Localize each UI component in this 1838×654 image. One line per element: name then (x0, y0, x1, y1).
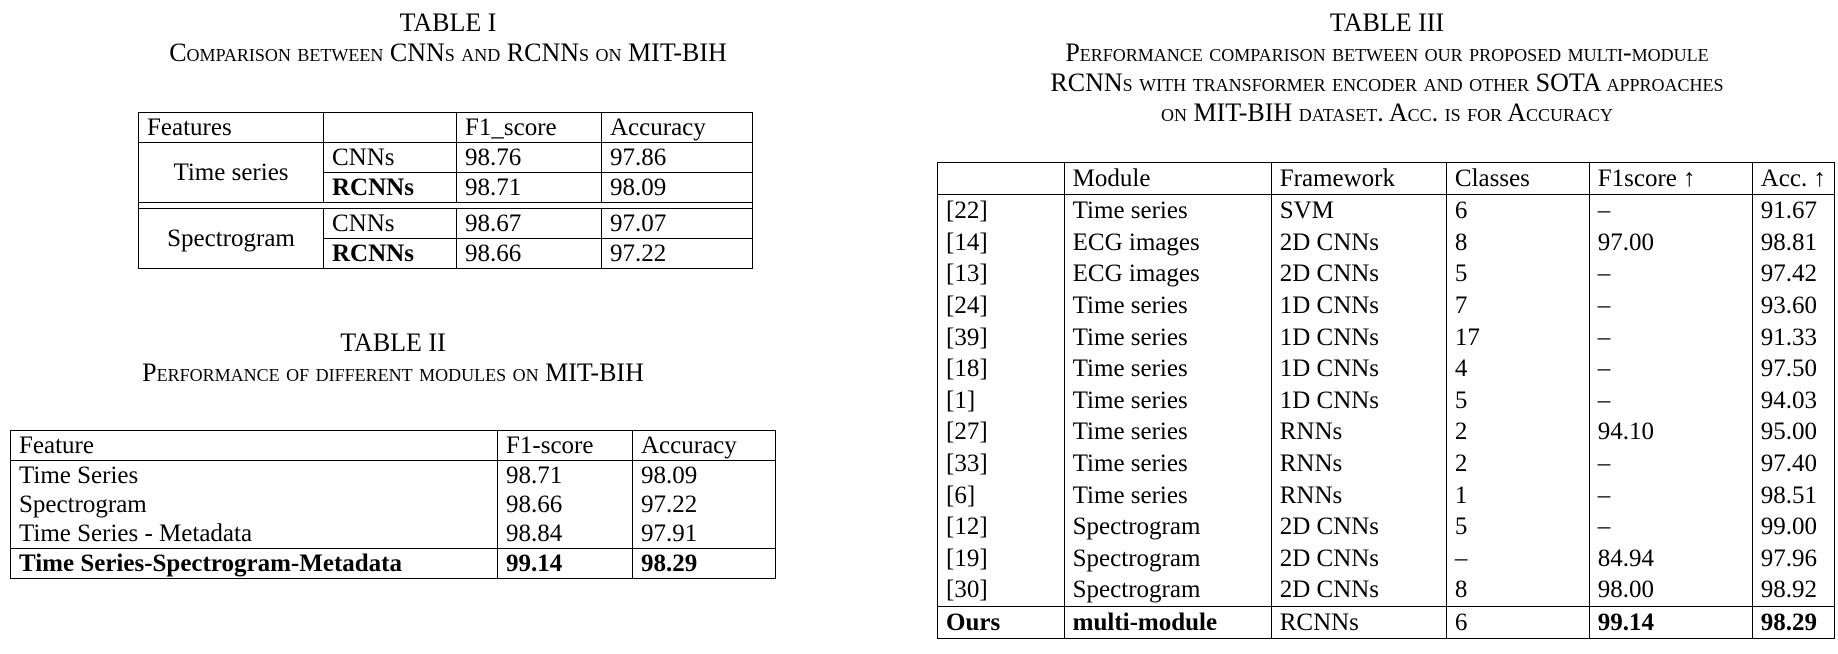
value-cell: 97.86 (602, 142, 753, 172)
acc-cell: 95.00 (1752, 416, 1834, 448)
header-cell: F1-score (498, 430, 633, 460)
model-cell: CNNs (324, 142, 457, 172)
classes-cell: 2 (1446, 416, 1589, 448)
module-cell: Time series (1064, 448, 1271, 480)
ref-cell: [27] (938, 416, 1065, 448)
framework-cell: 2D CNNs (1271, 227, 1446, 259)
module-cell: Time series (1064, 416, 1271, 448)
module-cell: ECG images (1064, 258, 1271, 290)
module-cell: ECG images (1064, 227, 1271, 259)
f1-cell: – (1589, 195, 1752, 227)
value-cell: 99.14 (498, 548, 633, 578)
module-cell: Time series (1064, 480, 1271, 512)
framework-cell: 1D CNNs (1271, 322, 1446, 354)
table-row (11, 490, 776, 519)
f1-cell: – (1589, 322, 1752, 354)
table-row (938, 258, 1835, 290)
classes-cell: 1 (1446, 480, 1589, 512)
header-cell (324, 112, 457, 142)
table-row (11, 519, 776, 549)
table-row (139, 112, 753, 142)
table-2-caption (10, 328, 776, 388)
module-cell: Spectrogram (1064, 574, 1271, 606)
header-cell: F1_score (457, 112, 602, 142)
framework-cell: RNNs (1271, 448, 1446, 480)
framework-cell: 2D CNNs (1271, 574, 1446, 606)
f1-cell: 97.00 (1589, 227, 1752, 259)
feature-cell: Time Series - Metadata (11, 519, 498, 549)
classes-cell: 5 (1446, 385, 1589, 417)
feature-cell: Spectrogram (139, 208, 324, 268)
table-1 (138, 8, 758, 269)
header-cell: Acc. ↑ (1752, 162, 1834, 195)
value-cell: 97.22 (633, 490, 776, 519)
ref-cell: Ours (938, 606, 1065, 639)
table-row (938, 290, 1835, 322)
feature-cell: Time Series (11, 460, 498, 490)
classes-cell: 7 (1446, 290, 1589, 322)
ref-cell: [12] (938, 511, 1065, 543)
table-row (11, 548, 776, 578)
table-1-grid (138, 112, 753, 269)
framework-cell: 2D CNNs (1271, 511, 1446, 543)
table-3-grid (937, 162, 1835, 640)
module-cell: Time series (1064, 322, 1271, 354)
value-cell: 98.29 (633, 548, 776, 578)
header-cell: Framework (1271, 162, 1446, 195)
ref-cell: [13] (938, 258, 1065, 290)
module-cell: Spectrogram (1064, 543, 1271, 575)
framework-cell: RNNs (1271, 480, 1446, 512)
framework-cell: 2D CNNs (1271, 258, 1446, 290)
value-cell: 97.22 (602, 238, 753, 268)
ref-cell: [14] (938, 227, 1065, 259)
feature-cell: Spectrogram (11, 490, 498, 519)
f1-cell: – (1589, 511, 1752, 543)
table-row (938, 322, 1835, 354)
ref-cell: [19] (938, 543, 1065, 575)
f1-cell: 94.10 (1589, 416, 1752, 448)
model-cell: CNNs (324, 208, 457, 238)
table-3 (937, 8, 1837, 639)
ref-cell: [33] (938, 448, 1065, 480)
acc-cell: 98.29 (1752, 606, 1834, 639)
table-2-grid (10, 430, 776, 579)
classes-cell: 6 (1446, 606, 1589, 639)
acc-cell: 98.81 (1752, 227, 1834, 259)
module-cell: multi-module (1064, 606, 1271, 639)
ref-cell: [6] (938, 480, 1065, 512)
model-cell: RCNNs (324, 238, 457, 268)
framework-cell: 1D CNNs (1271, 353, 1446, 385)
header-cell: Accuracy (633, 430, 776, 460)
table-3-title-line: Performance comparison between our proposed multi-module (1065, 37, 1709, 67)
framework-cell: 2D CNNs (1271, 543, 1446, 575)
f1-cell: 98.00 (1589, 574, 1752, 606)
header-cell: F1score ↑ (1589, 162, 1752, 195)
value-cell: 98.71 (498, 460, 633, 490)
value-cell: 98.71 (457, 172, 602, 202)
acc-cell: 91.67 (1752, 195, 1834, 227)
table-row (11, 430, 776, 460)
acc-cell: 98.92 (1752, 574, 1834, 606)
framework-cell: SVM (1271, 195, 1446, 227)
classes-cell: 6 (1446, 195, 1589, 227)
ref-cell: [30] (938, 574, 1065, 606)
classes-cell: 17 (1446, 322, 1589, 354)
table-row (139, 142, 753, 172)
table-3-caption (937, 8, 1837, 128)
value-cell: 98.66 (457, 238, 602, 268)
framework-cell: RCNNs (1271, 606, 1446, 639)
header-cell (938, 162, 1065, 195)
table-2 (10, 328, 776, 579)
value-cell: 98.09 (602, 172, 753, 202)
classes-cell: 5 (1446, 258, 1589, 290)
ref-cell: [18] (938, 353, 1065, 385)
table-row (938, 162, 1835, 195)
classes-cell: 8 (1446, 574, 1589, 606)
header-cell: Feature (11, 430, 498, 460)
f1-cell: 99.14 (1589, 606, 1752, 639)
acc-cell: 97.96 (1752, 543, 1834, 575)
model-cell: RCNNs (324, 172, 457, 202)
header-cell: Features (139, 112, 324, 142)
module-cell: Time series (1064, 195, 1271, 227)
table-2-title: Performance of different modules on MIT-BIH (142, 357, 644, 387)
ref-cell: [1] (938, 385, 1065, 417)
header-cell: Module (1064, 162, 1271, 195)
classes-cell: 2 (1446, 448, 1589, 480)
module-cell: Time series (1064, 385, 1271, 417)
table-row (938, 416, 1835, 448)
module-cell: Spectrogram (1064, 511, 1271, 543)
table-row (938, 480, 1835, 512)
value-cell: 98.66 (498, 490, 633, 519)
framework-cell: 1D CNNs (1271, 290, 1446, 322)
f1-cell: – (1589, 385, 1752, 417)
f1-cell: – (1589, 448, 1752, 480)
ref-cell: [39] (938, 322, 1065, 354)
framework-cell: RNNs (1271, 416, 1446, 448)
table-row (938, 227, 1835, 259)
header-cell: Accuracy (602, 112, 753, 142)
table-row (938, 511, 1835, 543)
table-3-title-line: RCNNs with transformer encoder and other SOTA approaches (1050, 67, 1724, 97)
value-cell: 98.84 (498, 519, 633, 549)
acc-cell: 99.00 (1752, 511, 1834, 543)
table-1-title: Comparison between CNNs and RCNNs on MIT-BIH (169, 37, 727, 67)
ref-cell: [22] (938, 195, 1065, 227)
acc-cell: 97.50 (1752, 353, 1834, 385)
feature-cell: Time Series-Spectrogram-Metadata (11, 548, 498, 578)
value-cell: 97.91 (633, 519, 776, 549)
table-2-number: TABLE II (340, 328, 446, 357)
acc-cell: 97.42 (1752, 258, 1834, 290)
acc-cell: 91.33 (1752, 322, 1834, 354)
table-3-number: TABLE III (1329, 8, 1445, 37)
framework-cell: 1D CNNs (1271, 385, 1446, 417)
classes-cell: 5 (1446, 511, 1589, 543)
f1-cell: – (1589, 353, 1752, 385)
value-cell: 98.76 (457, 142, 602, 172)
module-cell: Time series (1064, 353, 1271, 385)
value-cell: 98.09 (633, 460, 776, 490)
ref-cell: [24] (938, 290, 1065, 322)
value-cell: 98.67 (457, 208, 602, 238)
table-row (938, 543, 1835, 575)
value-cell: 97.07 (602, 208, 753, 238)
module-cell: Time series (1064, 290, 1271, 322)
table-row (938, 195, 1835, 227)
classes-cell: 4 (1446, 353, 1589, 385)
table-row (938, 385, 1835, 417)
f1-cell: – (1589, 480, 1752, 512)
feature-cell: Time series (139, 142, 324, 202)
table-row (938, 574, 1835, 606)
f1-cell: 84.94 (1589, 543, 1752, 575)
table-3-title-line: on MIT-BIH dataset. Acc. is for Accuracy (1161, 97, 1613, 127)
table-row (11, 460, 776, 490)
f1-cell: – (1589, 290, 1752, 322)
acc-cell: 97.40 (1752, 448, 1834, 480)
table-1-number: TABLE I (399, 8, 497, 37)
table-row (938, 448, 1835, 480)
header-cell: Classes (1446, 162, 1589, 195)
f1-cell: – (1589, 258, 1752, 290)
acc-cell: 98.51 (1752, 480, 1834, 512)
classes-cell: 8 (1446, 227, 1589, 259)
table-1-caption (138, 8, 758, 68)
classes-cell: – (1446, 543, 1589, 575)
acc-cell: 93.60 (1752, 290, 1834, 322)
table-row (938, 353, 1835, 385)
table-row (139, 208, 753, 238)
table-row (938, 606, 1835, 639)
acc-cell: 94.03 (1752, 385, 1834, 417)
